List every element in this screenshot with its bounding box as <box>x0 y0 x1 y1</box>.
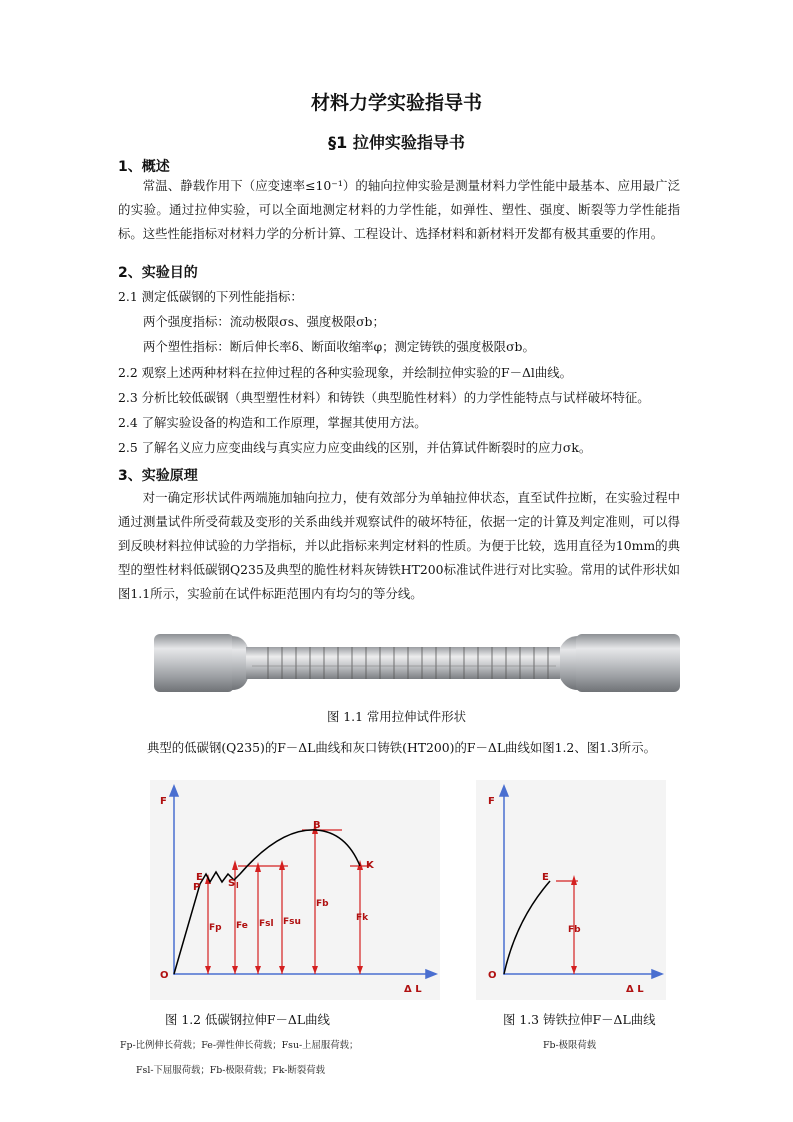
point-p-label: P <box>193 882 201 893</box>
plastic-indicators: 两个塑性指标：断后伸长率δ、断面收缩率φ；测定铸铁的强度极限σb。 <box>143 339 535 354</box>
objective-2-4: 2.4 了解实验设备的构造和工作原理，掌握其使用方法。 <box>118 415 427 430</box>
figure-1-2-legend-line-2: Fsl-下屈服荷载；Fb-极限荷载；Fk-断裂荷载 <box>136 1065 325 1076</box>
section-3-heading: 3、实验原理 <box>118 468 198 484</box>
specimen-right-shoulder <box>560 636 578 690</box>
fe-label: Fe <box>236 921 248 931</box>
point-s-label: S <box>228 878 236 889</box>
point-e-label: E <box>196 872 203 883</box>
fsl-label: Fsl <box>259 919 274 929</box>
low-carbon-steel-curve-figure <box>150 780 440 1000</box>
section-title: §1 拉伸实验指导书 <box>328 133 465 152</box>
point-l-label: l <box>236 881 239 890</box>
fsu-label: Fsu <box>283 917 301 927</box>
figure-1-2-caption: 图 1.2 低碳钢拉伸F－ΔL曲线 <box>165 1012 330 1027</box>
figure-1-1-caption: 图 1.1 常用拉伸试件形状 <box>326 709 467 724</box>
figure-1-3-caption: 图 1.3 铸铁拉伸F－ΔL曲线 <box>503 1012 656 1027</box>
specimen-left-shoulder <box>232 636 248 690</box>
origin-label-2: O <box>488 970 497 981</box>
fp-label: Fp <box>209 923 222 933</box>
origin-label: O <box>160 970 169 981</box>
section-1-heading: 1、概述 <box>118 159 170 175</box>
point-k-label: K <box>366 860 374 871</box>
section-2-heading: 2、实验目的 <box>118 265 198 281</box>
section-3-paragraph: 对一确定形状试件两端施加轴向拉力，使有效部分为单轴拉伸状态，直至试件拉断，在实验过程中通过测量试件所受荷载及变形的关系曲线并观察试件的破坏特征，依据一定的计算及判定准则，可以得到反映材料拉伸试验的力学指标，并以此指标来判定材料的性质。为便于比较，选用直径为10mm的典型的塑性材料低碳钢Q235及典型的脆性材料灰铸铁HT200标准试件进行对比实验。常用的试件形状如图1.1所示，实验前在试件标距范围内有均匀的等分线。 <box>118 490 680 601</box>
specimen-gauge-section <box>246 647 560 679</box>
point-b-label: B <box>313 820 321 831</box>
figure-intro-text: 典型的低碳钢(Q235)的F－ΔL曲线和灰口铸铁(HT200)的F－ΔL曲线如图1.2、图1.3所示。 <box>147 740 656 755</box>
objective-2-1: 2.1 测定低碳钢的下列性能指标： <box>118 289 303 304</box>
objective-2-3: 2.3 分析比较低碳钢（典型塑性材料）和铸铁（典型脆性材料）的力学性能特点与试样破坏特征。 <box>118 390 650 405</box>
fk-label: Fk <box>356 913 369 923</box>
objective-2-5: 2.5 了解名义应力应变曲线与真实应力应变曲线的区别，并估算试件断裂时的应力σk。 <box>118 440 592 455</box>
specimen-right-grip <box>576 634 680 692</box>
fb-label: Fb <box>316 899 329 909</box>
specimen-left-grip <box>154 634 234 692</box>
figure-1-2-legend-line-1: Fp-比例伸长荷载；Fe-弹性伸长荷载；Fsu-上屈服荷载； <box>120 1040 359 1051</box>
cast-iron-curve-figure <box>476 780 666 1000</box>
point-e-label-2: E <box>542 872 549 883</box>
fb-label-2: Fb <box>568 925 581 935</box>
x-axis-label-2: Δ L <box>626 984 644 995</box>
strength-indicators: 两个强度指标：流动极限σs、强度极限σb； <box>143 314 385 329</box>
specimen-figure <box>148 628 688 698</box>
objective-2-2: 2.2 观察上述两种材料在拉伸过程的各种实验现象，并绘制拉伸实验的F－Δl曲线。 <box>118 365 573 380</box>
x-axis-label: Δ L <box>404 984 422 995</box>
figure-1-3-legend: Fb-极限荷载 <box>543 1040 597 1051</box>
section-1-paragraph: 常温、静载作用下（应变速率≤10⁻¹）的轴向拉伸实验是测量材料力学性能中最基本、应用最广泛的实验。通过拉伸实验，可以全面地测定材料的力学性能，如弹性、塑性、强度、断裂等力学性能指标。这些性能指标对材料力学的分析计算、工程设计、选择材料和新材料开发都有极其重要的作用。 <box>118 178 680 241</box>
f-label: F <box>160 796 167 807</box>
f-label-2: F <box>488 796 495 807</box>
document-title: 材料力学实验指导书 <box>310 92 482 114</box>
